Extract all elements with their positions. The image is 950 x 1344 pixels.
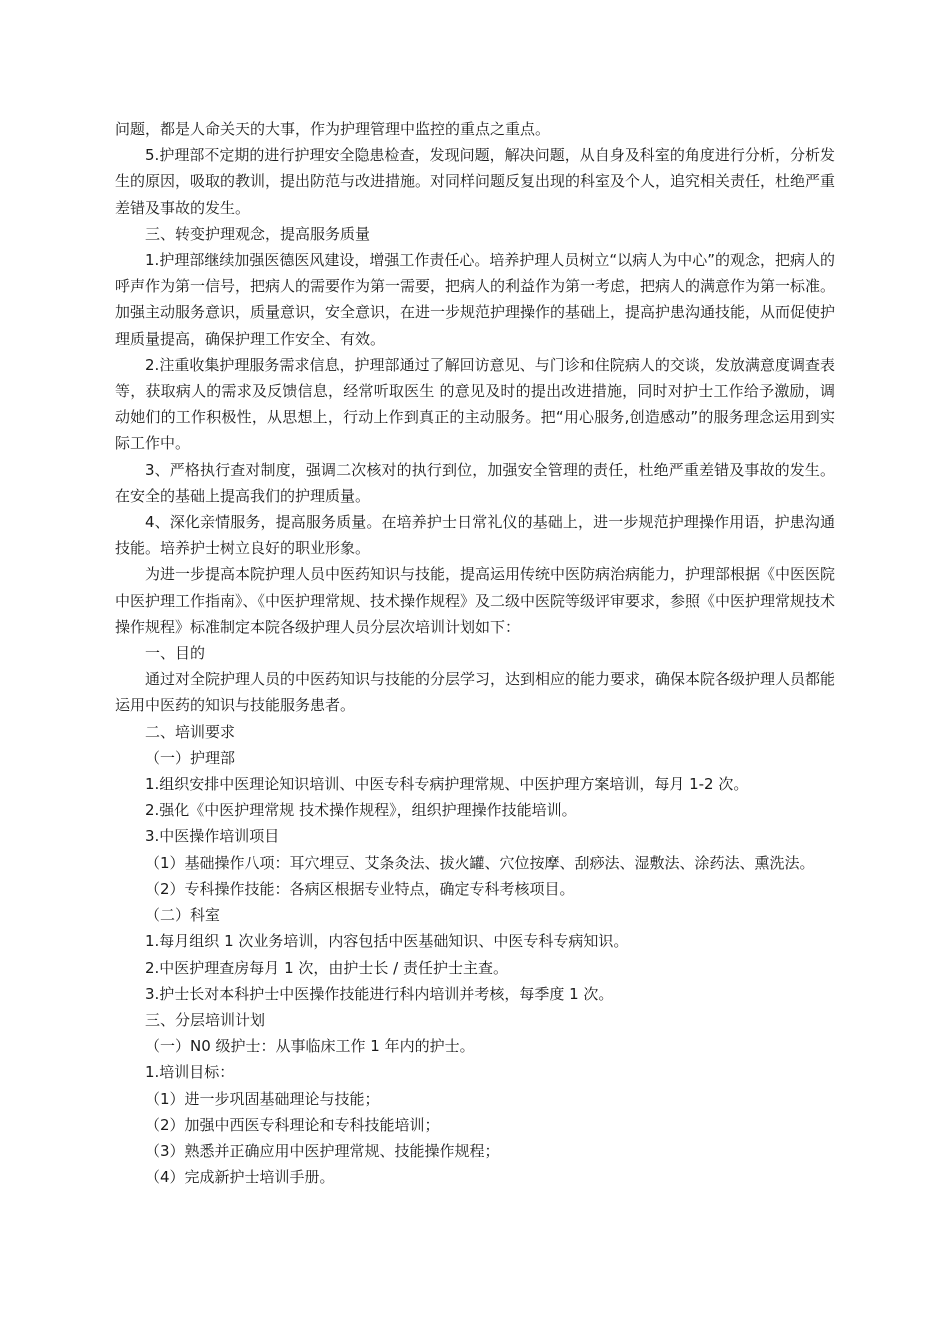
paragraph-safety-inspection: 5.护理部不定期的进行护理安全隐患检查，发现问题，解决问题，从自身及科室的角度进行分析，分析发生的原因，吸取的教训，提出防范与改进措施。对同样问题反复出现的科室及个人，追究相关责任，杜绝严重差错及事故的发生。: [115, 146, 836, 217]
list-item: （1）进一步巩固基础理论与技能；: [145, 1089, 380, 1108]
list-item: 3.护士长对本科护士中医操作技能进行科内培训并考核，每季度 1 次。: [145, 984, 614, 1003]
list-item: （3）熟悉并正确应用中医护理常规、技能操作规程；: [145, 1141, 500, 1160]
list-item: （1）基础操作八项：耳穴埋豆、艾条灸法、拔火罐、穴位按摩、刮痧法、湿敷法、涂药法、熏洗法。: [145, 853, 815, 872]
list-item: （4）完成新护士培训手册。: [145, 1168, 335, 1187]
paragraph-check-system: 3、严格执行查对制度，强调二次核对的执行到位，加强安全管理的责任，杜绝严重差错及事故的发生。在安全的基础上提高我们的护理质量。: [115, 460, 835, 505]
section-heading-requirements: 二、培训要求: [145, 722, 236, 741]
list-item: 2.中医护理查房每月 1 次，由护士长 / 责任护士主查。: [145, 958, 508, 977]
section-heading-tiered-plan: 三、分层培训计划: [145, 1010, 266, 1029]
list-item: （2）加强中西医专科理论和专科技能培训；: [145, 1115, 440, 1134]
list-item: 1.每月组织 1 次业务培训，内容包括中医基础知识、中医专科专病知识。: [145, 932, 629, 951]
list-item: 3.中医操作培训项目: [145, 827, 280, 846]
section-heading-purpose: 一、目的: [145, 644, 206, 663]
subheading-n0-nurse: （一）N0 级护士：从事临床工作 1 年内的护士。: [145, 1037, 475, 1056]
paragraph-feedback-collection: 2.注重收集护理服务需求信息，护理部通过了解回访意见、与门诊和住院病人的交谈，发放满意度调查表等，获取病人的需求及反馈信息，经常听取医生 的意见及时的提出改进措施，同时对护士工作给予激励，调动她们的工作积极性，从思想上，行动上作到真正的主动服务。把“用心服务,创造感动”的服务理念运用到实际工作中。: [115, 355, 835, 453]
document-page: [115, 116, 835, 1190]
paragraph-patient-centered: 1.护理部继续加强医德医风建设，增强工作责任心。培养护理人员树立“以病人为中心”的观念，把病人的呼声作为第一信号，把病人的需要作为第一需要，把病人的利益作为第一考虑，把病人的满意作为第一标准。加强主动服务意识，质量意识，安全意识，在进一步规范护理操作的基础上，提高护患沟通技能，从而促使护理质量提高，确保护理工作安全、有效。: [115, 251, 836, 348]
list-item: 2.强化《中医护理常规 技术操作规程》，组织护理操作技能培训。: [145, 801, 577, 820]
subheading-department: （二）科室: [145, 906, 221, 925]
paragraph-continuation: 问题，都是人命关天的大事，作为护理管理中监控的重点之重点。: [115, 120, 551, 138]
list-item: 1.培训目标：: [145, 1063, 235, 1082]
list-item: 1.组织安排中医理论知识培训、中医专科专病护理常规、中医护理方案培训，每月 1-2 次。: [145, 775, 749, 794]
paragraph-caring-service: 4、深化亲情服务，提高服务质量。在培养护士日常礼仪的基础上，进一步规范护理操作用语，护患沟通技能。培养护士树立良好的职业形象。: [115, 513, 835, 558]
section-heading-service-quality: 三、转变护理观念，提高服务质量: [145, 224, 371, 243]
paragraph-purpose: 通过对全院护理人员的中医药知识与技能的分层学习，达到相应的能力要求，确保本院各级护理人员都能运用中医药的知识与技能服务患者。: [115, 670, 836, 715]
subheading-nursing-department: （一）护理部: [145, 748, 236, 767]
list-item: （2）专科操作技能：各病区根据专业特点，确定专科考核项目。: [145, 879, 575, 898]
paragraph-training-intro: 为进一步提高本院护理人员中医药知识与技能，提高运用传统中医防病治病能力，护理部根据《中医医院中医护理工作指南》、《中医护理常规、技术操作规程》及二级中医院等级评审要求，参照《中医护理常规技术操作规程》标准制定本院各级护理人员分层次培训计划如下：: [115, 565, 836, 636]
